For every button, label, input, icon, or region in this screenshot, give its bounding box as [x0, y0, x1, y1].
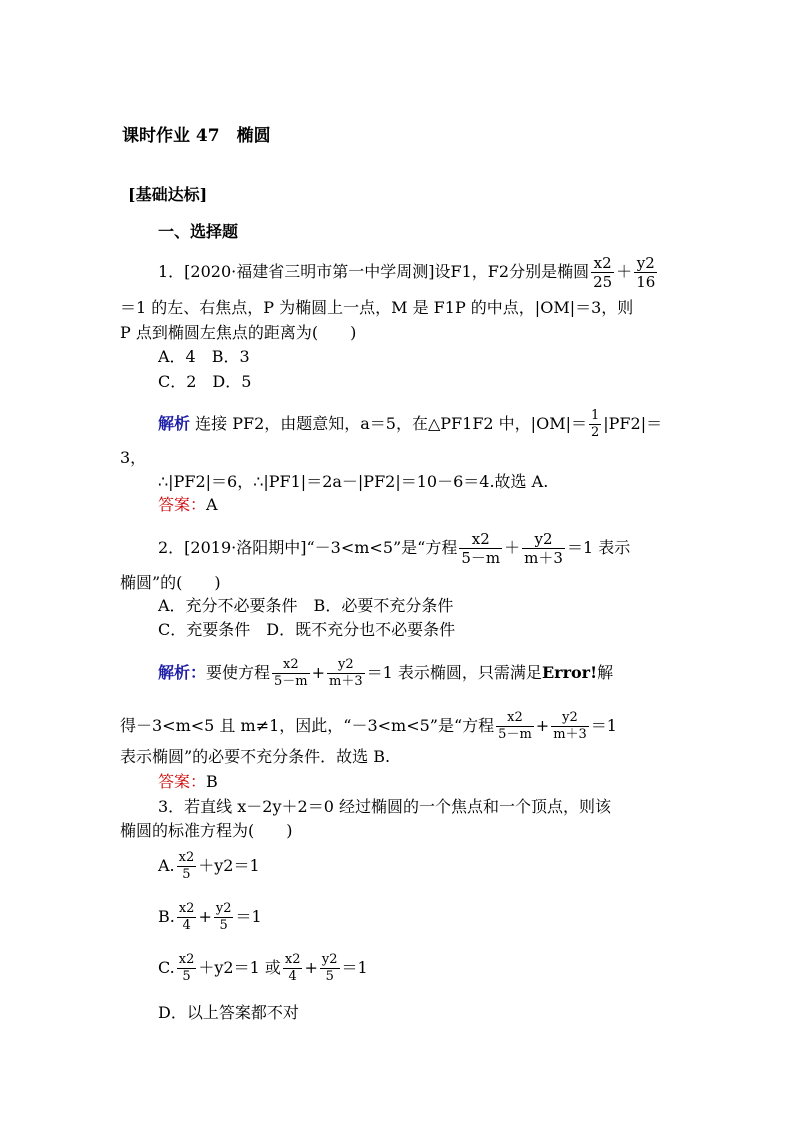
q3-c-frac-2: $\frac{x2}{4}$	[284, 952, 301, 984]
q2-analysis2-frac-y: $\frac{y2}{m+3}$	[553, 710, 587, 742]
part-heading: 一、选择题	[158, 222, 239, 241]
q2-plus: ＋	[504, 538, 521, 557]
q1-line3: P 点到椭圆左焦点的距离为( )	[120, 323, 357, 342]
q1-mid: 分别是椭圆	[509, 262, 590, 281]
q1-prefix: 1．[2020·福建省三明市第一中学周测]设	[158, 262, 451, 281]
q1-answer-value: A	[206, 495, 218, 514]
q2-analysis-frac-x: $\frac{x2}{5-m}$	[274, 657, 308, 689]
q3-a-frac: $\frac{x2}{5}$	[178, 850, 195, 882]
q1-frac-x: $\frac{x2}{25}$	[593, 254, 613, 291]
q3-c-frac-3: $\frac{y2}{5}$	[321, 952, 338, 984]
q2-answer-value: B	[206, 772, 218, 791]
q2-answer	[158, 772, 218, 792]
q3-option-a: A. $\frac{x2}{5}$ ＋y2＝1	[158, 850, 260, 882]
q1-analysis-line2: 3，	[120, 448, 147, 467]
q2-analysis-label: 解析：	[158, 663, 207, 682]
q2-suffix: ＝1 表示	[566, 538, 631, 557]
q2-line1	[158, 530, 630, 567]
q1-analysis-text-b: |PF2|＝	[603, 414, 663, 433]
q3-c-frac-1: $\frac{x2}{5}$	[178, 952, 195, 984]
q3-option-b: B. $\frac{x2}{4}$ + $\frac{y2}{5}$ ＝1	[158, 901, 262, 933]
q1-analysis-line1	[158, 408, 662, 441]
q3-option-c: C. $\frac{x2}{5}$ ＋y2＝1 或 $\frac{x2}{4}$ + $\frac{y2}{5}$ ＝1	[158, 952, 368, 984]
q2-prefix: 2．[2019·洛阳期中]“－3<m<5”是“方程	[158, 538, 458, 557]
q2-analysis-line2: 得－3<m<5 且 m≠1，因此，“－3<m<5”是“方程 $\frac{x2}{5-m}$ + $\frac{y2}{m+3}$ ＝1	[120, 710, 617, 742]
q1-analysis-line3: ∴|PF2|＝6，∴|PF1|＝2a－|PF2|＝10－6＝4.故选 A.	[158, 472, 549, 491]
q3-line1: 3．若直线 x－2y＋2＝0 经过椭圆的一个焦点和一个顶点，则该	[158, 797, 611, 816]
q2-analysis-line1: 解析：要使方程 $\frac{x2}{5-m}$ + $\frac{y2}{m+3}$ ＝1 表示椭圆，只需满足Error!解	[158, 657, 614, 689]
section-label: [基础达标]	[128, 185, 208, 204]
q1-plus: ＋	[616, 262, 633, 281]
q1-half-frac: $\frac{1}{2}$	[590, 408, 600, 440]
q2-analysis-frac-y: $\frac{y2}{m+3}$	[329, 657, 363, 689]
q2-analysis2-text-b: ＝1	[590, 716, 617, 735]
q1-options-cd: C．2 D．5	[158, 372, 252, 391]
q2-frac-y: $\frac{y2}{m+3}$	[524, 530, 563, 567]
q1-answer	[158, 495, 218, 515]
q2-options-ab: A．充分不必要条件 B．必要不充分条件	[158, 596, 454, 615]
q1-analysis-label: 解析	[158, 414, 191, 433]
q2-line2: 椭圆”的( )	[120, 573, 221, 592]
q2-options-cd: C．充要条件 D．既不充分也不必要条件	[158, 620, 456, 639]
q2-answer-label: 答案：	[158, 772, 207, 791]
q1-foci: F1，F2	[450, 262, 510, 281]
q1-options-ab: A．4 B．3	[158, 347, 250, 366]
q1-line1	[158, 254, 659, 291]
q2-analysis2-frac-x: $\frac{x2}{5-m}$	[498, 710, 532, 742]
q2-frac-x: $\frac{x2}{5-m}$	[461, 530, 501, 567]
q3-b-frac-x: $\frac{x2}{4}$	[178, 901, 195, 933]
q3-b-frac-y: $\frac{y2}{5}$	[215, 901, 232, 933]
q2-analysis2-text-a: 得－3<m<5 且 m≠1，因此，“－3<m<5”是“方程	[120, 716, 495, 735]
q2-error-text: Error!	[541, 663, 598, 682]
q3-line2: 椭圆的标准方程为( )	[120, 821, 293, 840]
q2-analysis-line3: 表示椭圆”的必要不充分条件．故选 B.	[120, 747, 391, 766]
q1-answer-label: 答案：	[158, 495, 207, 514]
q1-line2: ＝1 的左、右焦点，P 为椭圆上一点，M 是 F1P 的中点，|OM|＝3，则	[120, 298, 634, 317]
q2-analysis-text-c: 解	[597, 663, 614, 682]
page-title: 课时作业 47 椭圆	[122, 126, 271, 146]
q1-frac-y: $\frac{y2}{16}$	[636, 254, 656, 291]
q3-option-d: D．以上答案都不对	[158, 1003, 299, 1022]
q2-analysis-text-a: 要使方程	[206, 663, 271, 682]
q2-analysis-text-b: ＝1 表示椭圆，只需满足	[366, 663, 542, 682]
q1-analysis-text: 连接 PF2，由题意知，a＝5，在△PF1F2 中，|OM|＝	[195, 414, 587, 433]
